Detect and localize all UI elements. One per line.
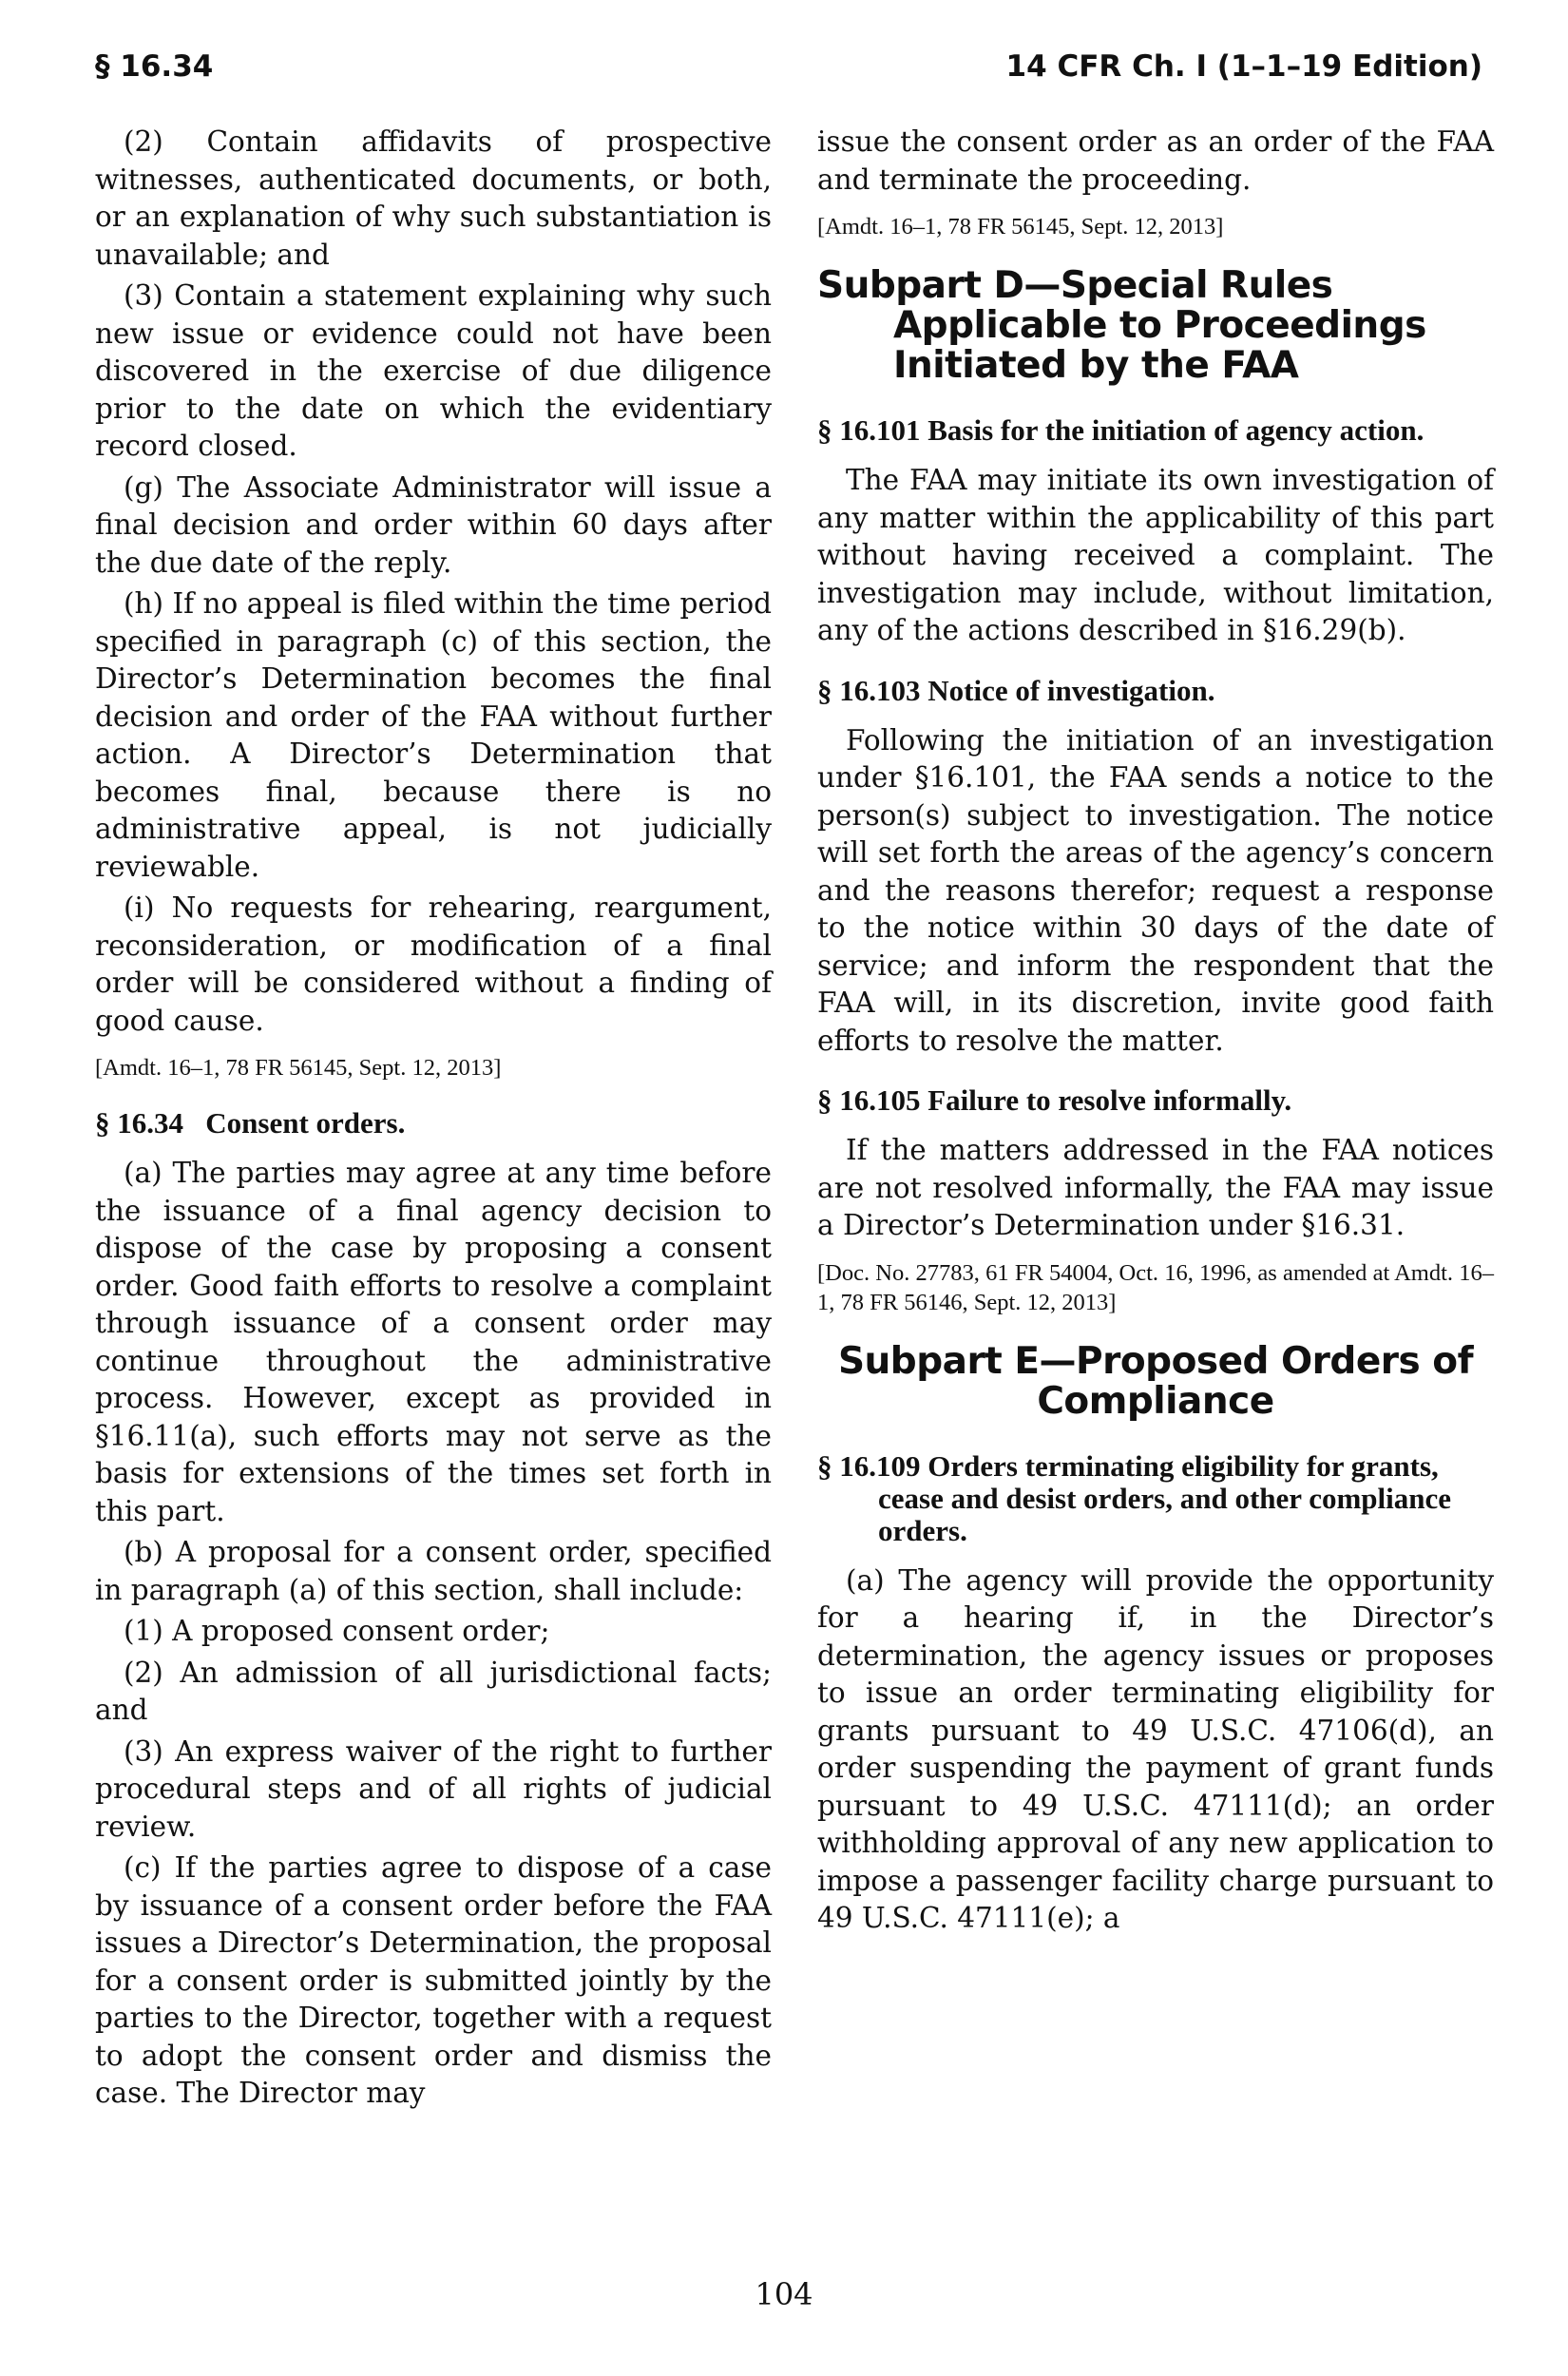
- page-number: 104: [755, 2276, 813, 2312]
- paragraph: (1) A proposed consent order;: [124, 1615, 550, 1647]
- subpart-d-heading: Subpart D—Special Rules Applicable to Proceedings Initiated by the FAA: [817, 264, 1426, 387]
- paragraph: (c) If the parties agree to dispose of a case by issuance of a consent order before the FAA issues a Director’s Determination, the proposal for a consent order is submitted jointly by the parties to the Director, together with a request to adopt the consent order and dismiss the case. The Director may: [95, 1851, 772, 2109]
- paragraph: (i) No requests for rehearing, reargument, reconsideration, or modification of a final order will be considered without a finding of good cause.: [95, 891, 772, 1037]
- left-column: [95, 124, 772, 2117]
- section-heading-16-109: § 16.109 Orders terminating eligibility for grants, cease and desist orders, and other compliance orders.: [817, 1448, 1452, 1547]
- section-heading-16-105: § 16.105 Failure to resolve informally.: [817, 1083, 1292, 1117]
- paragraph: issue the consent order as an order of the FAA and terminate the proceeding.: [817, 125, 1494, 196]
- paragraph: The FAA may initiate its own investigation of any matter within the applicability of this part without having received a complaint. The investigation may include, without limitation, any of the actions described in §16.29(b).: [817, 464, 1494, 646]
- amendment-citation: [Amdt. 16–1, 78 FR 56145, Sept. 12, 2013]: [817, 214, 1224, 240]
- paragraph: Following the initiation of an investigation under §16.101, the FAA sends a notice to the person(s) subject to investigation. The notice will set forth the areas of the agency’s concern and the reasons therefor; request a response to the notice within 30 days of the date of service; and inform the respondent that the FAA will, in its discretion, invite good faith efforts to resolve the matter.: [817, 723, 1494, 1057]
- amendment-citation: [Doc. No. 27783, 61 FR 54004, Oct. 16, 1996, as amended at Amdt. 16–1, 78 FR 56146, Sept. 12, 2013]: [817, 1259, 1494, 1315]
- section-heading-16-103: § 16.103 Notice of investigation.: [817, 673, 1215, 707]
- paragraph: (2) Contain affidavits of prospective witnesses, authenticated documents, or both, or an explanation of why such substantiation is unavailable; and: [95, 125, 772, 271]
- header-edition: 14 CFR Ch. I (1–1–19 Edition): [1005, 49, 1482, 84]
- running-header: [95, 49, 1482, 97]
- right-column: [817, 124, 1494, 1942]
- section-heading-16-101: § 16.101 Basis for the initiation of agency action.: [817, 413, 1425, 447]
- paragraph: (b) A proposal for a consent order, specified in paragraph (a) of this section, shall include:: [95, 1536, 772, 1606]
- header-section-number: § 16.34: [95, 49, 214, 84]
- amendment-citation: [Amdt. 16–1, 78 FR 56145, Sept. 12, 2013]: [95, 1055, 502, 1081]
- paragraph: (2) An admission of all jurisdictional facts; and: [95, 1656, 772, 1726]
- paragraph: (3) Contain a statement explaining why such new issue or evidence could not have been discovered in the exercise of due diligence prior to the date on which the evidentiary record closed.: [95, 279, 772, 462]
- paragraph: If the matters addressed in the FAA notices are not resolved informally, the FAA may issue a Director’s Determination under §16.31.: [817, 1134, 1494, 1241]
- paragraph: (a) The parties may agree at any time before the issuance of a final agency decision to dispose of the case by proposing a consent order. Good faith efforts to resolve a complaint through issuance of a consent order may continue throughout the administrative process. However, except as provided in §16.11(a), such efforts may not serve as the basis for extensions of the times set forth in this part.: [95, 1157, 772, 1527]
- paragraph: (3) An express waiver of the right to further procedural steps and of all rights of judicial review.: [95, 1734, 772, 1843]
- subpart-e-heading: Subpart E—Proposed Orders of Compliance: [837, 1339, 1474, 1423]
- section-heading-16-34: § 16.34 Consent orders.: [95, 1106, 406, 1140]
- paragraph: (g) The Associate Administrator will issue a final decision and order within 60 days after the due date of the reply.: [95, 470, 772, 579]
- paragraph: (a) The agency will provide the opportunity for a hearing if, in the Director’s determination, the agency issues or proposes to issue an order terminating eligibility for grants pursuant to 49 U.S.C. 47106(d), an order suspending the payment of grant funds pursuant to 49 U.S.C. 47111(d); an order withholding approval of any new application to impose a passenger facility charge pursuant to 49 U.S.C. 47111(e); a: [817, 1563, 1494, 1934]
- paragraph: (h) If no appeal is filed within the time period specified in paragraph (c) of this section, the Director’s Determination becomes the final decision and order of the FAA without further action. A Director’s Determination that becomes final, because there is no administrative appeal, is not judicially reviewable.: [95, 587, 772, 883]
